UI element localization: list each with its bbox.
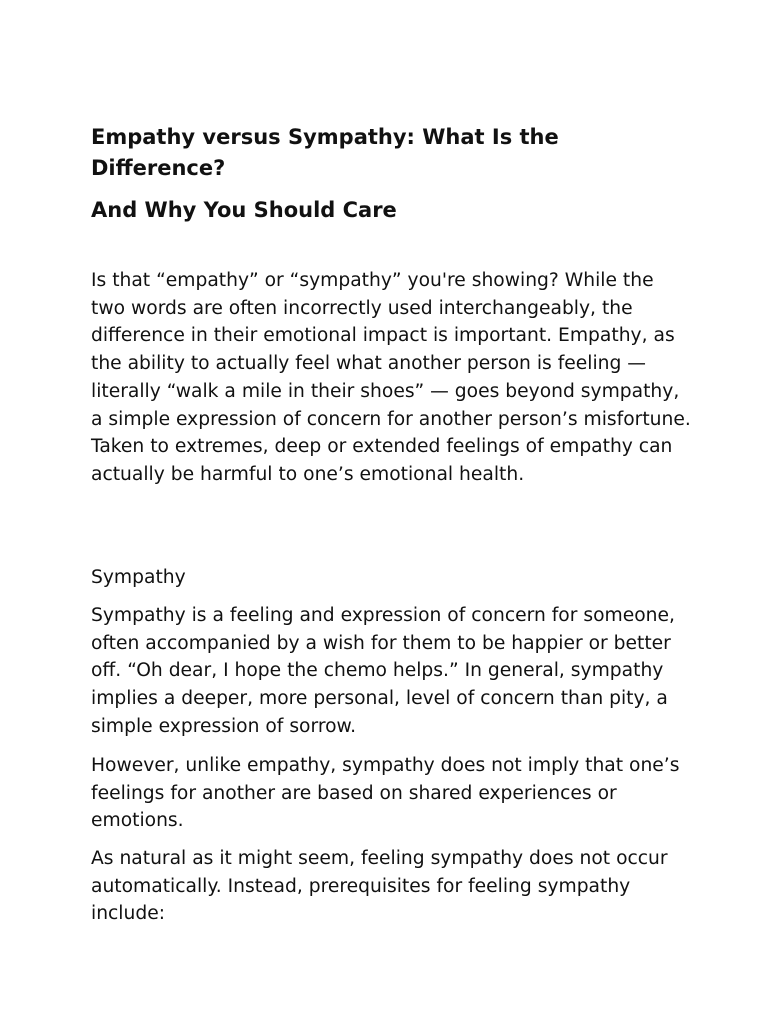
document-subtitle: And Why You Should Care <box>91 198 397 222</box>
intro-paragraph: Is that “empathy” or “sympathy” you're showing? While the two words are often incorrectly used interchangeably, the difference in their emotional impact is important. Empathy, as the ability to actually feel what another person is feeling — literally “walk a mile in their shoes” — goes beyond sympathy, a simple expression of concern for another person’s misfortune. Taken to extremes, deep or extended feelings of empathy can actually be harmful to one’s emotional health. <box>91 270 691 485</box>
sympathy-paragraph-3: As natural as it might seem, feeling sympathy does not occur automatically. Instead, prerequisites for feeling sympathy include: <box>91 848 668 925</box>
sympathy-paragraph-2: However, unlike empathy, sympathy does not imply that one’s feelings for another are based on shared experiences or emotions. <box>91 755 680 832</box>
section-heading-sympathy: Sympathy <box>91 567 186 588</box>
sympathy-paragraph-1: Sympathy is a feeling and expression of concern for someone, often accompanied by a wish for them to be happier or better off. “Oh dear, I hope the chemo helps.” In general, sympathy implies a deeper, more personal, level of concern than pity, a simple expression of sorrow. <box>91 605 675 737</box>
document-title: Empathy versus Sympathy: What Is the Difference? <box>91 125 559 180</box>
